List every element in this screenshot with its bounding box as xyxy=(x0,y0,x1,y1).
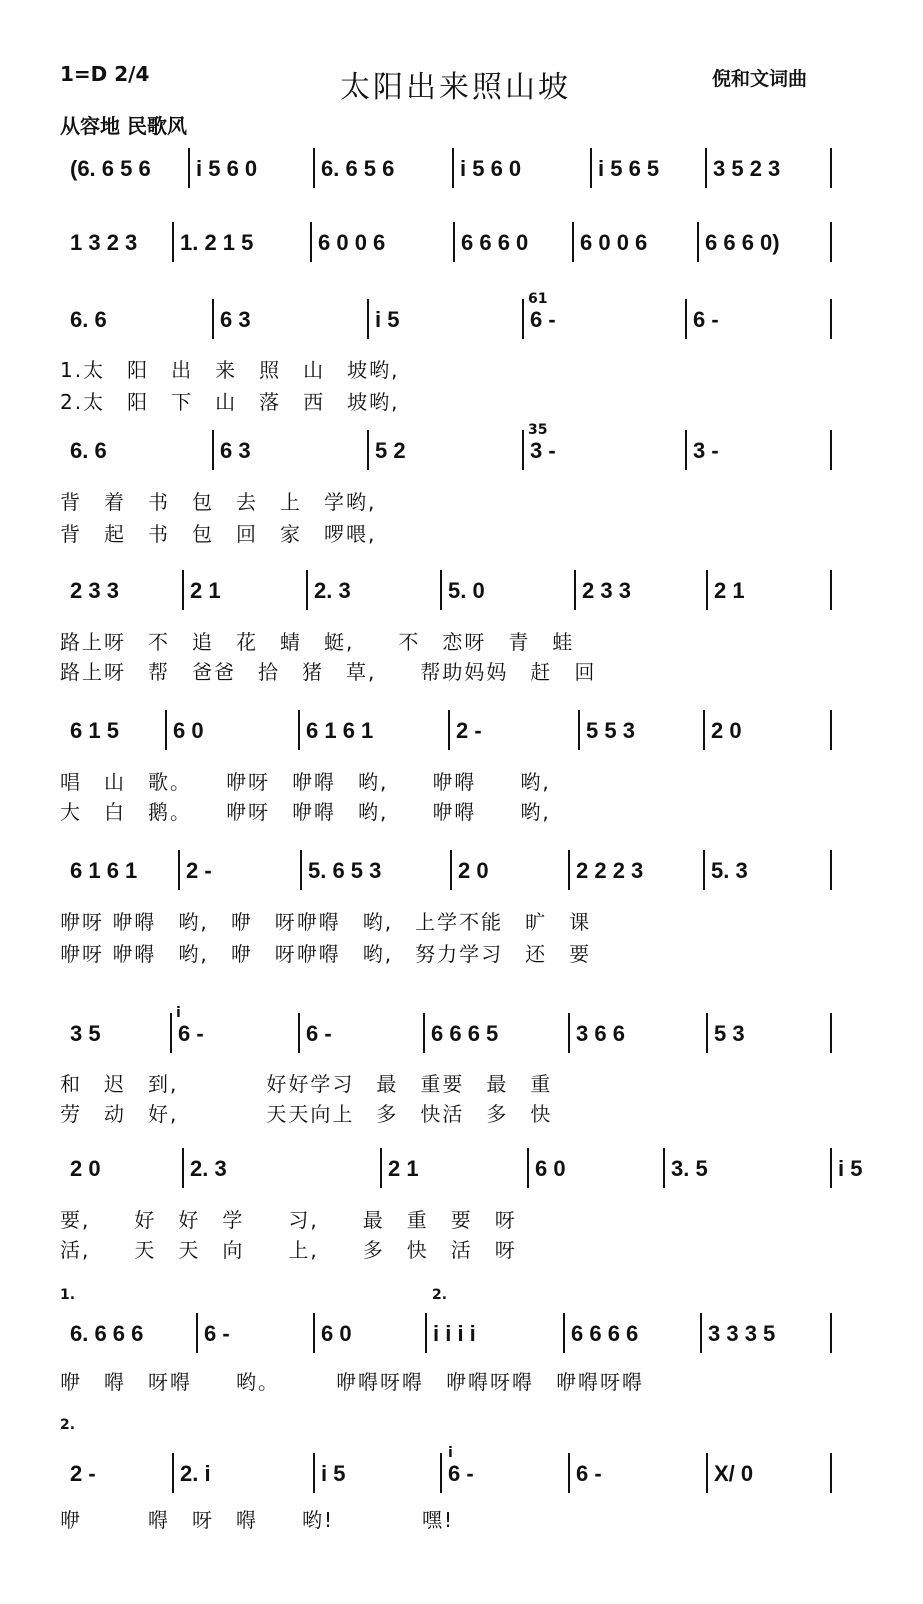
barline xyxy=(188,148,190,188)
lyric-line: 2.太 阳 下 山 落 西 坡哟, xyxy=(60,390,400,414)
measure-notes: 2 3 3 xyxy=(70,578,119,603)
measure-notes: 2. i xyxy=(180,1461,211,1486)
measure-notes: 6 1 6 1 xyxy=(70,858,138,883)
barline xyxy=(178,850,180,890)
measure-notes: 6 3 xyxy=(220,307,251,332)
grace-note: i xyxy=(448,1445,453,1461)
barline xyxy=(706,1453,708,1493)
measure-notes: 2. 3 xyxy=(314,578,351,603)
grace-note: i xyxy=(176,1005,181,1021)
barline xyxy=(453,222,455,262)
barline xyxy=(298,710,300,750)
barline xyxy=(663,1148,665,1188)
measure-notes: 6 6 6 6 xyxy=(571,1321,639,1346)
barline xyxy=(578,710,580,750)
barline xyxy=(212,299,214,339)
measure-notes: 2 - xyxy=(70,1461,96,1486)
measure-notes: 6 0 0 6 xyxy=(318,230,386,255)
measure-notes: 6 3 xyxy=(220,438,251,463)
measure-notes: 2 - xyxy=(456,718,482,743)
barline xyxy=(703,850,705,890)
measure-notes: 6 1 5 xyxy=(70,718,119,743)
measure-notes: 3 5 2 3 xyxy=(713,156,781,181)
grace-note: 35 xyxy=(528,422,548,438)
measure-notes: X/ 0 xyxy=(714,1461,754,1486)
measure-notes: 6 6 6 0 xyxy=(461,230,529,255)
measure-notes: 2 0 xyxy=(458,858,489,883)
barline xyxy=(440,570,442,610)
volta-first: 1. xyxy=(60,1287,76,1303)
measure-notes: 2. 3 xyxy=(190,1156,227,1181)
barline xyxy=(306,570,308,610)
measure-notes: 2 0 xyxy=(711,718,742,743)
barline xyxy=(172,222,174,262)
barline xyxy=(182,570,184,610)
barline xyxy=(310,222,312,262)
lyric-line: 路上呀 帮 爸爸 拾 猪 草, 帮助妈妈 赶 回 xyxy=(60,660,597,684)
barline xyxy=(830,1453,832,1493)
measure-notes: 3 6 6 xyxy=(576,1021,625,1046)
barline xyxy=(563,1313,565,1353)
measure-notes: i 5 xyxy=(321,1461,346,1486)
measure-notes: i 5 6 0 xyxy=(196,156,258,181)
barline xyxy=(313,1453,315,1493)
measure-notes: 2 - xyxy=(186,858,212,883)
measure-notes: 6 0 0 6 xyxy=(580,230,648,255)
barline xyxy=(830,222,832,262)
barline xyxy=(572,222,574,262)
measure-notes: 1 3 2 3 xyxy=(70,230,138,255)
barline xyxy=(830,850,832,890)
lyric-line: 劳 动 好, 天天向上 多 快活 多 快 xyxy=(60,1102,553,1126)
measure-notes: 6. 6 xyxy=(70,438,107,463)
measure-notes: 5. 0 xyxy=(448,578,485,603)
lyric-line: 1.太 阳 出 来 照 山 坡哟, xyxy=(60,358,400,382)
lyric-line: 大 白 鹅。 咿呀 咿嘚 哟, 咿嘚 哟, xyxy=(60,800,551,824)
barline xyxy=(685,299,687,339)
measure-notes: 6 - xyxy=(306,1021,332,1046)
barline xyxy=(367,299,369,339)
lyric-line: 背 着 书 包 去 上 学哟, xyxy=(60,490,377,514)
measure-notes: 2 1 xyxy=(190,578,221,603)
barline xyxy=(182,1148,184,1188)
measure-notes: i 5 6 0 xyxy=(460,156,522,181)
measure-notes: i 5 6 5 xyxy=(598,156,660,181)
grace-note: 61 xyxy=(528,291,548,307)
barline xyxy=(830,148,832,188)
barline xyxy=(425,1313,427,1353)
barline xyxy=(574,570,576,610)
composer-credit: 倪和文词曲 xyxy=(712,68,808,90)
lyric-line: 背 起 书 包 回 家 啰喂, xyxy=(60,522,377,546)
measure-notes: i 5 xyxy=(375,307,400,332)
lyric-line: 咿呀 咿嘚 哟, 咿 呀咿嘚 哟, 努力学习 还 要 xyxy=(60,942,592,966)
barline xyxy=(452,148,454,188)
barline xyxy=(522,430,524,470)
barline xyxy=(212,430,214,470)
measure-notes: 5 3 xyxy=(714,1021,745,1046)
measure-notes: 6 0 xyxy=(535,1156,566,1181)
measure-notes: 6 - xyxy=(204,1321,230,1346)
measure-notes: 6 - xyxy=(178,1021,204,1046)
measure-notes: 6 0 xyxy=(321,1321,352,1346)
barline xyxy=(830,1313,832,1353)
measure-notes: 5 5 3 xyxy=(586,718,635,743)
measure-notes: 6 - xyxy=(693,307,719,332)
tempo-marking: 从容地 民歌风 xyxy=(60,114,187,138)
barline xyxy=(367,430,369,470)
measure-notes: 5 2 xyxy=(375,438,406,463)
measure-notes: 3. 5 xyxy=(671,1156,708,1181)
measure-notes: 5. 6 5 3 xyxy=(308,858,382,883)
barline xyxy=(380,1148,382,1188)
measure-notes: 3 - xyxy=(693,438,719,463)
barline xyxy=(170,1013,172,1053)
barline xyxy=(697,222,699,262)
lyric-line: 咿呀 咿嘚 哟, 咿 呀咿嘚 哟, 上学不能 旷 课 xyxy=(60,910,592,934)
lyric-line: 路上呀 不 追 花 蜻 蜓, 不 恋呀 青 蛙 xyxy=(60,630,575,654)
barline xyxy=(300,850,302,890)
barline xyxy=(590,148,592,188)
lyric-line: 和 迟 到, 好好学习 最 重要 最 重 xyxy=(60,1072,553,1096)
lyric-line: 唱 山 歌。 咿呀 咿嘚 哟, 咿嘚 哟, xyxy=(60,770,551,794)
barline xyxy=(568,850,570,890)
barline xyxy=(830,1013,832,1053)
volta-second: 2. xyxy=(432,1287,448,1303)
lyric-line: 咿 嘚 呀 嘚 哟! 嘿! xyxy=(60,1508,455,1532)
barline xyxy=(440,1453,442,1493)
measure-notes: 6 - xyxy=(576,1461,602,1486)
measure-notes: 5. 3 xyxy=(711,858,748,883)
lyric-line: 咿 嘚 呀嘚 哟。 咿嘚呀嘚 咿嘚呀嘚 咿嘚呀嘚 xyxy=(60,1370,644,1394)
barline xyxy=(705,148,707,188)
barline xyxy=(706,570,708,610)
barline xyxy=(568,1013,570,1053)
measure-notes: 3 - xyxy=(530,438,556,463)
measure-notes: i i i i xyxy=(433,1321,476,1346)
barline xyxy=(165,710,167,750)
measure-notes: 6. 6 5 6 xyxy=(321,156,395,181)
barline xyxy=(830,299,832,339)
barline xyxy=(527,1148,529,1188)
barline xyxy=(172,1453,174,1493)
barline xyxy=(423,1013,425,1053)
barline xyxy=(313,1313,315,1353)
measure-notes: 3 5 xyxy=(70,1021,101,1046)
barline xyxy=(830,570,832,610)
barline xyxy=(700,1313,702,1353)
measure-notes: i 5 xyxy=(838,1156,863,1181)
measure-notes: 3 3 3 5 xyxy=(708,1321,776,1346)
barline xyxy=(830,1148,832,1188)
barline xyxy=(685,430,687,470)
barline xyxy=(313,148,315,188)
barline xyxy=(448,710,450,750)
lyric-line: 活, 天 天 向 上, 多 快 活 呀 xyxy=(60,1238,517,1262)
measure-notes: 6. 6 xyxy=(70,307,107,332)
measure-notes: 6 1 6 1 xyxy=(306,718,374,743)
barline xyxy=(703,710,705,750)
barline xyxy=(522,299,524,339)
measure-notes: 6 - xyxy=(448,1461,474,1486)
measure-notes: 2 1 xyxy=(388,1156,419,1181)
lyric-line: 要, 好 好 学 习, 最 重 要 呀 xyxy=(60,1208,517,1232)
barline xyxy=(298,1013,300,1053)
measure-notes: (6. 6 5 6 xyxy=(70,156,151,181)
measure-notes: 6 - xyxy=(530,307,556,332)
barline xyxy=(706,1013,708,1053)
measure-notes: 6 0 xyxy=(173,718,204,743)
measure-notes: 2 1 xyxy=(714,578,745,603)
measure-notes: 2 0 xyxy=(70,1156,101,1181)
measure-notes: 6 6 6 0) xyxy=(705,230,780,255)
measure-notes: 6. 6 6 6 xyxy=(70,1321,144,1346)
volta-second: 2. xyxy=(60,1417,76,1433)
measure-notes: 1. 2 1 5 xyxy=(180,230,254,255)
barline xyxy=(830,710,832,750)
measure-notes: 2 3 3 xyxy=(582,578,631,603)
barline xyxy=(568,1453,570,1493)
barline xyxy=(196,1313,198,1353)
barline xyxy=(450,850,452,890)
song-title: 太阳出来照山坡 xyxy=(340,70,571,105)
measure-notes: 2 2 2 3 xyxy=(576,858,644,883)
key-signature: 1=D 2/4 xyxy=(60,62,150,86)
measure-notes: 6 6 6 5 xyxy=(431,1021,499,1046)
barline xyxy=(830,430,832,470)
